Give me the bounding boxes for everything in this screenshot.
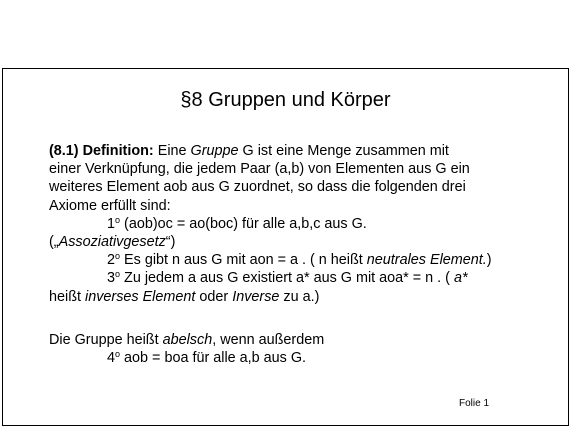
axiom-text: heißt	[49, 288, 85, 305]
definition-line: Axiome erfüllt sind:	[49, 197, 171, 214]
degree-mark: o	[115, 349, 121, 360]
axiom-number: 4	[107, 350, 116, 367]
term-gruppe: Gruppe	[190, 143, 239, 159]
axiom-number: 2	[107, 252, 116, 269]
definition-line: weiteres Element aob aus G zuordnet, so dass die folgenden drei	[49, 179, 466, 196]
definition-line	[49, 142, 549, 160]
axiom-2	[49, 251, 549, 269]
paren: “)	[165, 234, 176, 251]
axiom-text: oder	[195, 288, 233, 305]
axiom-number: 1	[107, 215, 116, 232]
axiom-3	[49, 269, 549, 287]
slide-frame	[2, 68, 569, 426]
degree-mark: o	[115, 251, 121, 262]
term-assoziativgesetz: Assoziativgesetz	[58, 234, 166, 251]
abelian-line	[49, 331, 549, 349]
abelian-text: , wenn außerdem	[212, 331, 325, 348]
definition-line: einer Verknüpfung, die jedem Paar (a,b) von Elementen aus G ein	[49, 161, 470, 178]
term-a-star: a*	[453, 270, 468, 287]
axiom-text: aob = boa für alle a,b aus G.	[120, 350, 307, 367]
slide-number: Folie 1	[459, 398, 490, 409]
definition-text: G ist eine Menge zusammen mit	[238, 143, 449, 159]
paren: )	[486, 252, 492, 269]
axiom-4	[49, 349, 549, 367]
axiom-text: Es gibt n aus G mit aon = a . ( n heißt	[120, 252, 367, 269]
axiom-text: (aob)oc = ao(boc) für alle a,b,c aus G.	[120, 215, 367, 232]
term-inverse: Inverse	[232, 288, 280, 305]
axiom-1	[49, 215, 549, 233]
axiom-text: zu a.)	[279, 288, 320, 305]
axiom-1-name	[49, 233, 549, 251]
definition-text: Eine	[153, 143, 191, 159]
term-abelsch: abelsch	[162, 331, 213, 348]
degree-mark: o	[115, 214, 121, 225]
axiom-number: 3	[107, 270, 116, 287]
abelian-text: Die Gruppe heißt	[49, 331, 163, 348]
spacer	[49, 306, 549, 331]
slide-body	[49, 142, 549, 367]
definition-label: (8.1) Definition:	[49, 143, 154, 159]
term-neutrales-element: neutrales Element.	[366, 252, 487, 269]
slide-title: §8 Gruppen und Körper	[180, 89, 391, 111]
degree-mark: o	[115, 269, 121, 280]
term-inverses-element: inverses Element	[85, 288, 196, 305]
axiom-3-continued	[49, 288, 549, 306]
axiom-text: Zu jedem a aus G existiert a* aus G mit aoa* = n . (	[120, 270, 454, 287]
paren: („	[49, 234, 59, 251]
